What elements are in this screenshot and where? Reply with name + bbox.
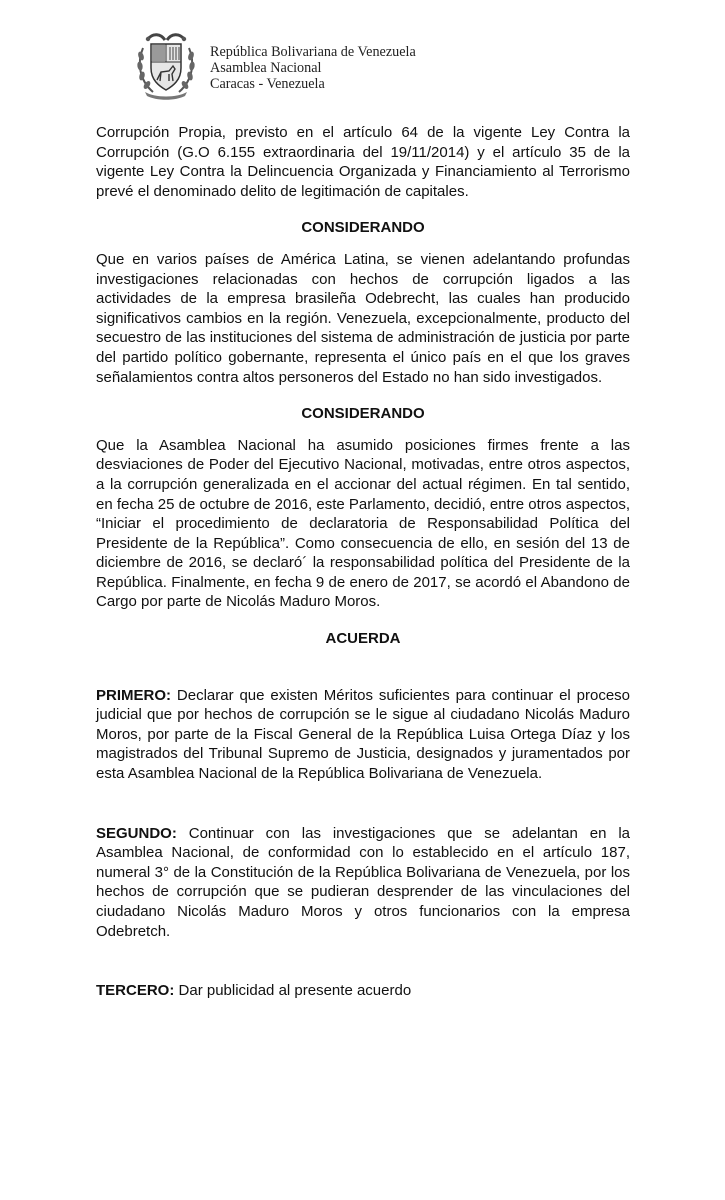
primero-label: PRIMERO: [96, 686, 171, 704]
letterhead-text [210, 44, 416, 92]
primero-paragraph [96, 686, 630, 784]
letterhead [135, 30, 515, 102]
tercero-paragraph [96, 981, 630, 1001]
tercero-label: TERCERO: [96, 982, 175, 1000]
segundo-text: Continuar con las investigaciones que se adelantan en la Asamblea Nacional, de conformidad con lo establecido en el artículo 187, numeral 3° de la Constitución de la República Bolivariana de Venezuela, por los hechos de corrupción que se pudieran desprender de las vinculaciones del ciudadano Nicolás Maduro Moros y otros funcionarios con la empresa Odebretch. [96, 824, 630, 940]
letterhead-institution: Asamblea Nacional [210, 60, 322, 76]
considerando-paragraph-1: Que en varios países de América Latina, se vienen adelantando profundas investigaciones relacionadas con hechos de corrupción ligados a las actividades de la empresa brasileña Odebrecht, las cuales han producido significativos cambios en la región. Venezuela, excepcionalmente, producto del secuestro de las instituciones del sistema de administración de justicia por parte del partido político gobernante, representa el único país en el que los graves señalamientos contra altos personeros del Estado no han sido investigados. [96, 250, 630, 386]
coat-of-arms-seal-icon [135, 30, 197, 100]
document-body [96, 123, 630, 1001]
acuerda-heading: ACUERDA [325, 630, 401, 648]
considerando-heading-2: CONSIDERANDO [301, 405, 425, 423]
considerando-heading-1: CONSIDERANDO [301, 219, 425, 237]
segundo-label: SEGUNDO: [96, 824, 177, 842]
letterhead-location: Caracas - Venezuela [210, 76, 325, 92]
intro-paragraph: Corrupción Propia, previsto en el artículo 64 de la vigente Ley Contra la Corrupción (G.O 6.155 extraordinaria del 19/11/2014) y el artículo 35 de la vigente Ley Contra la Delincuencia Organizada y Financiamiento al Terrorismo prevé el denominado delito de legitimación de capitales. [96, 124, 630, 200]
letterhead-country: República Bolivariana de Venezuela [210, 44, 416, 60]
tercero-text: Dar publicidad al presente acuerdo [178, 982, 412, 1000]
primero-text: Declarar que existen Méritos suficientes para continuar el proceso judicial que por hechos de corrupción se le sigue al ciudadano Nicolás Maduro Moros, por parte de la Fiscal General de la República Luisa Ortega Díaz y los magistrados del Tribunal Supremo de Justicia, designados y juramentados por esta Asamblea Nacional de la República Bolivariana de Venezuela. [96, 686, 631, 783]
considerando-paragraph-2: Que la Asamblea Nacional ha asumido posiciones firmes frente a las desviaciones de Poder del Ejecutivo Nacional, motivadas, entre otros aspectos, a la corrupción generalizada en el accionar del actual régimen. En tal sentido, en fecha 25 de octubre de 2016, este Parlamento, decidió, entre otros aspectos, “Iniciar el procedimiento de declaratoria de Responsabilidad Política del Presidente de la República”. Como consecuencia de ello, en sesión del 13 de diciembre de 2016, se declaró´ la responsabilidad política del Presidente de la República. Finalmente, en fecha 9 de enero de 2017, se acordó el Abandono de Cargo por parte de Nicolás Maduro Moros. [96, 436, 630, 611]
segundo-paragraph [96, 824, 630, 942]
